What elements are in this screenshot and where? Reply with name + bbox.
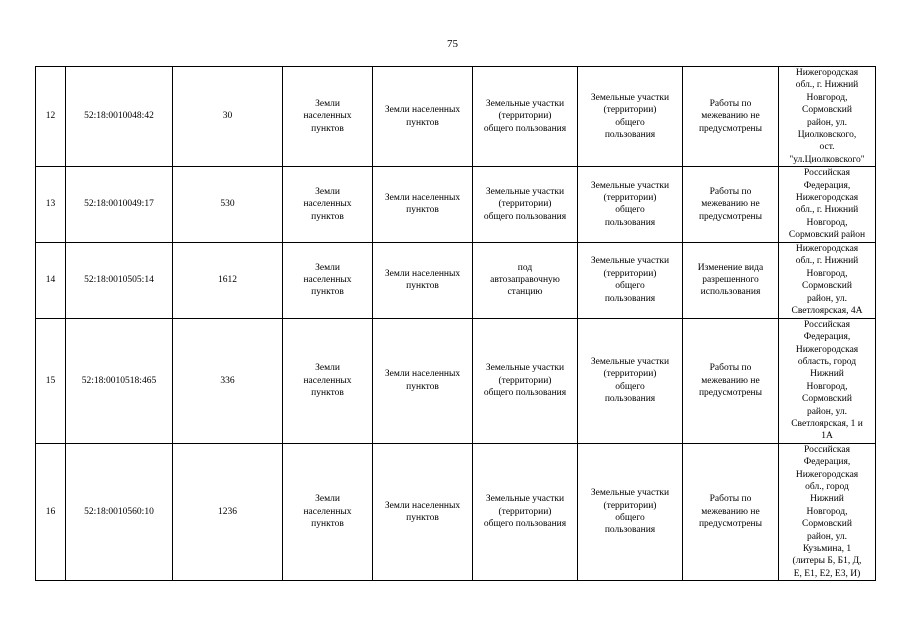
area: 1236 bbox=[173, 443, 283, 580]
planned-permitted-use: Земельные участки (территории) общего пользования bbox=[578, 242, 683, 318]
cadastral-number: 52:18:0010048:42 bbox=[66, 67, 173, 167]
current-land-category: Земли населенных пунктов bbox=[373, 67, 473, 167]
table-row bbox=[36, 242, 876, 318]
land-category: Земли населенных пунктов bbox=[283, 443, 373, 580]
planned-measures: Работы по межеванию не предусмотрены bbox=[683, 443, 779, 580]
cadastral-number: 52:18:0010560:10 bbox=[66, 443, 173, 580]
land-category: Земли населенных пунктов bbox=[283, 67, 373, 167]
area: 1612 bbox=[173, 242, 283, 318]
current-land-category: Земли населенных пунктов bbox=[373, 443, 473, 580]
planned-permitted-use: Земельные участки (территории) общего пользования bbox=[578, 443, 683, 580]
land-category: Земли населенных пунктов bbox=[283, 318, 373, 443]
table-row bbox=[36, 167, 876, 242]
row-number: 16 bbox=[36, 443, 66, 580]
planned-measures: Работы по межеванию не предусмотрены bbox=[683, 67, 779, 167]
land-category: Земли населенных пунктов bbox=[283, 167, 373, 242]
row-number: 14 bbox=[36, 242, 66, 318]
current-land-category: Земли населенных пунктов bbox=[373, 167, 473, 242]
table-row bbox=[36, 443, 876, 580]
address: Российская Федерация, Нижегородская обл., город Нижний Новгород, Сормовский район, ул. Кузьмина, 1 (литеры Б, Б1, Д, Е, Е1, Е2, Е3, И) bbox=[779, 443, 876, 580]
page-number: 75 bbox=[447, 38, 458, 50]
table-row bbox=[36, 67, 876, 167]
area: 336 bbox=[173, 318, 283, 443]
planned-permitted-use: Земельные участки (территории) общего пользования bbox=[578, 318, 683, 443]
land-plots-table bbox=[35, 66, 876, 581]
address: Нижегородская обл., г. Нижний Новгород, Сормовский район, ул. Циолковского, ост. "ул.Циолковского" bbox=[779, 67, 876, 167]
current-permitted-use: Земельные участки (территории) общего пользования bbox=[473, 318, 578, 443]
planned-measures: Работы по межеванию не предусмотрены bbox=[683, 318, 779, 443]
address: Российская Федерация, Нижегородская область, город Нижний Новгород, Сормовский район, ул. Светлоярская, 1 и 1А bbox=[779, 318, 876, 443]
current-permitted-use: Земельные участки (территории) общего пользования bbox=[473, 443, 578, 580]
row-number: 12 bbox=[36, 67, 66, 167]
current-land-category: Земли населенных пунктов bbox=[373, 318, 473, 443]
area: 530 bbox=[173, 167, 283, 242]
land-category: Земли населенных пунктов bbox=[283, 242, 373, 318]
planned-measures: Изменение вида разрешенного использования bbox=[683, 242, 779, 318]
planned-permitted-use: Земельные участки (территории) общего пользования bbox=[578, 167, 683, 242]
cadastral-number: 52:18:0010049:17 bbox=[66, 167, 173, 242]
current-permitted-use: Земельные участки (территории) общего пользования bbox=[473, 167, 578, 242]
current-land-category: Земли населенных пунктов bbox=[373, 242, 473, 318]
row-number: 13 bbox=[36, 167, 66, 242]
current-permitted-use: Земельные участки (территории) общего пользования bbox=[473, 67, 578, 167]
address: Нижегородская обл., г. Нижний Новгород, Сормовский район, ул. Светлоярская, 4А bbox=[779, 242, 876, 318]
table-row bbox=[36, 318, 876, 443]
cadastral-number: 52:18:0010505:14 bbox=[66, 242, 173, 318]
address: Российская Федерация, Нижегородская обл., г. Нижний Новгород, Сормовский район bbox=[779, 167, 876, 242]
area: 30 bbox=[173, 67, 283, 167]
planned-permitted-use: Земельные участки (территории) общего пользования bbox=[578, 67, 683, 167]
row-number: 15 bbox=[36, 318, 66, 443]
planned-measures: Работы по межеванию не предусмотрены bbox=[683, 167, 779, 242]
current-permitted-use: под автозаправочную станцию bbox=[473, 242, 578, 318]
cadastral-number: 52:18:0010518:465 bbox=[66, 318, 173, 443]
